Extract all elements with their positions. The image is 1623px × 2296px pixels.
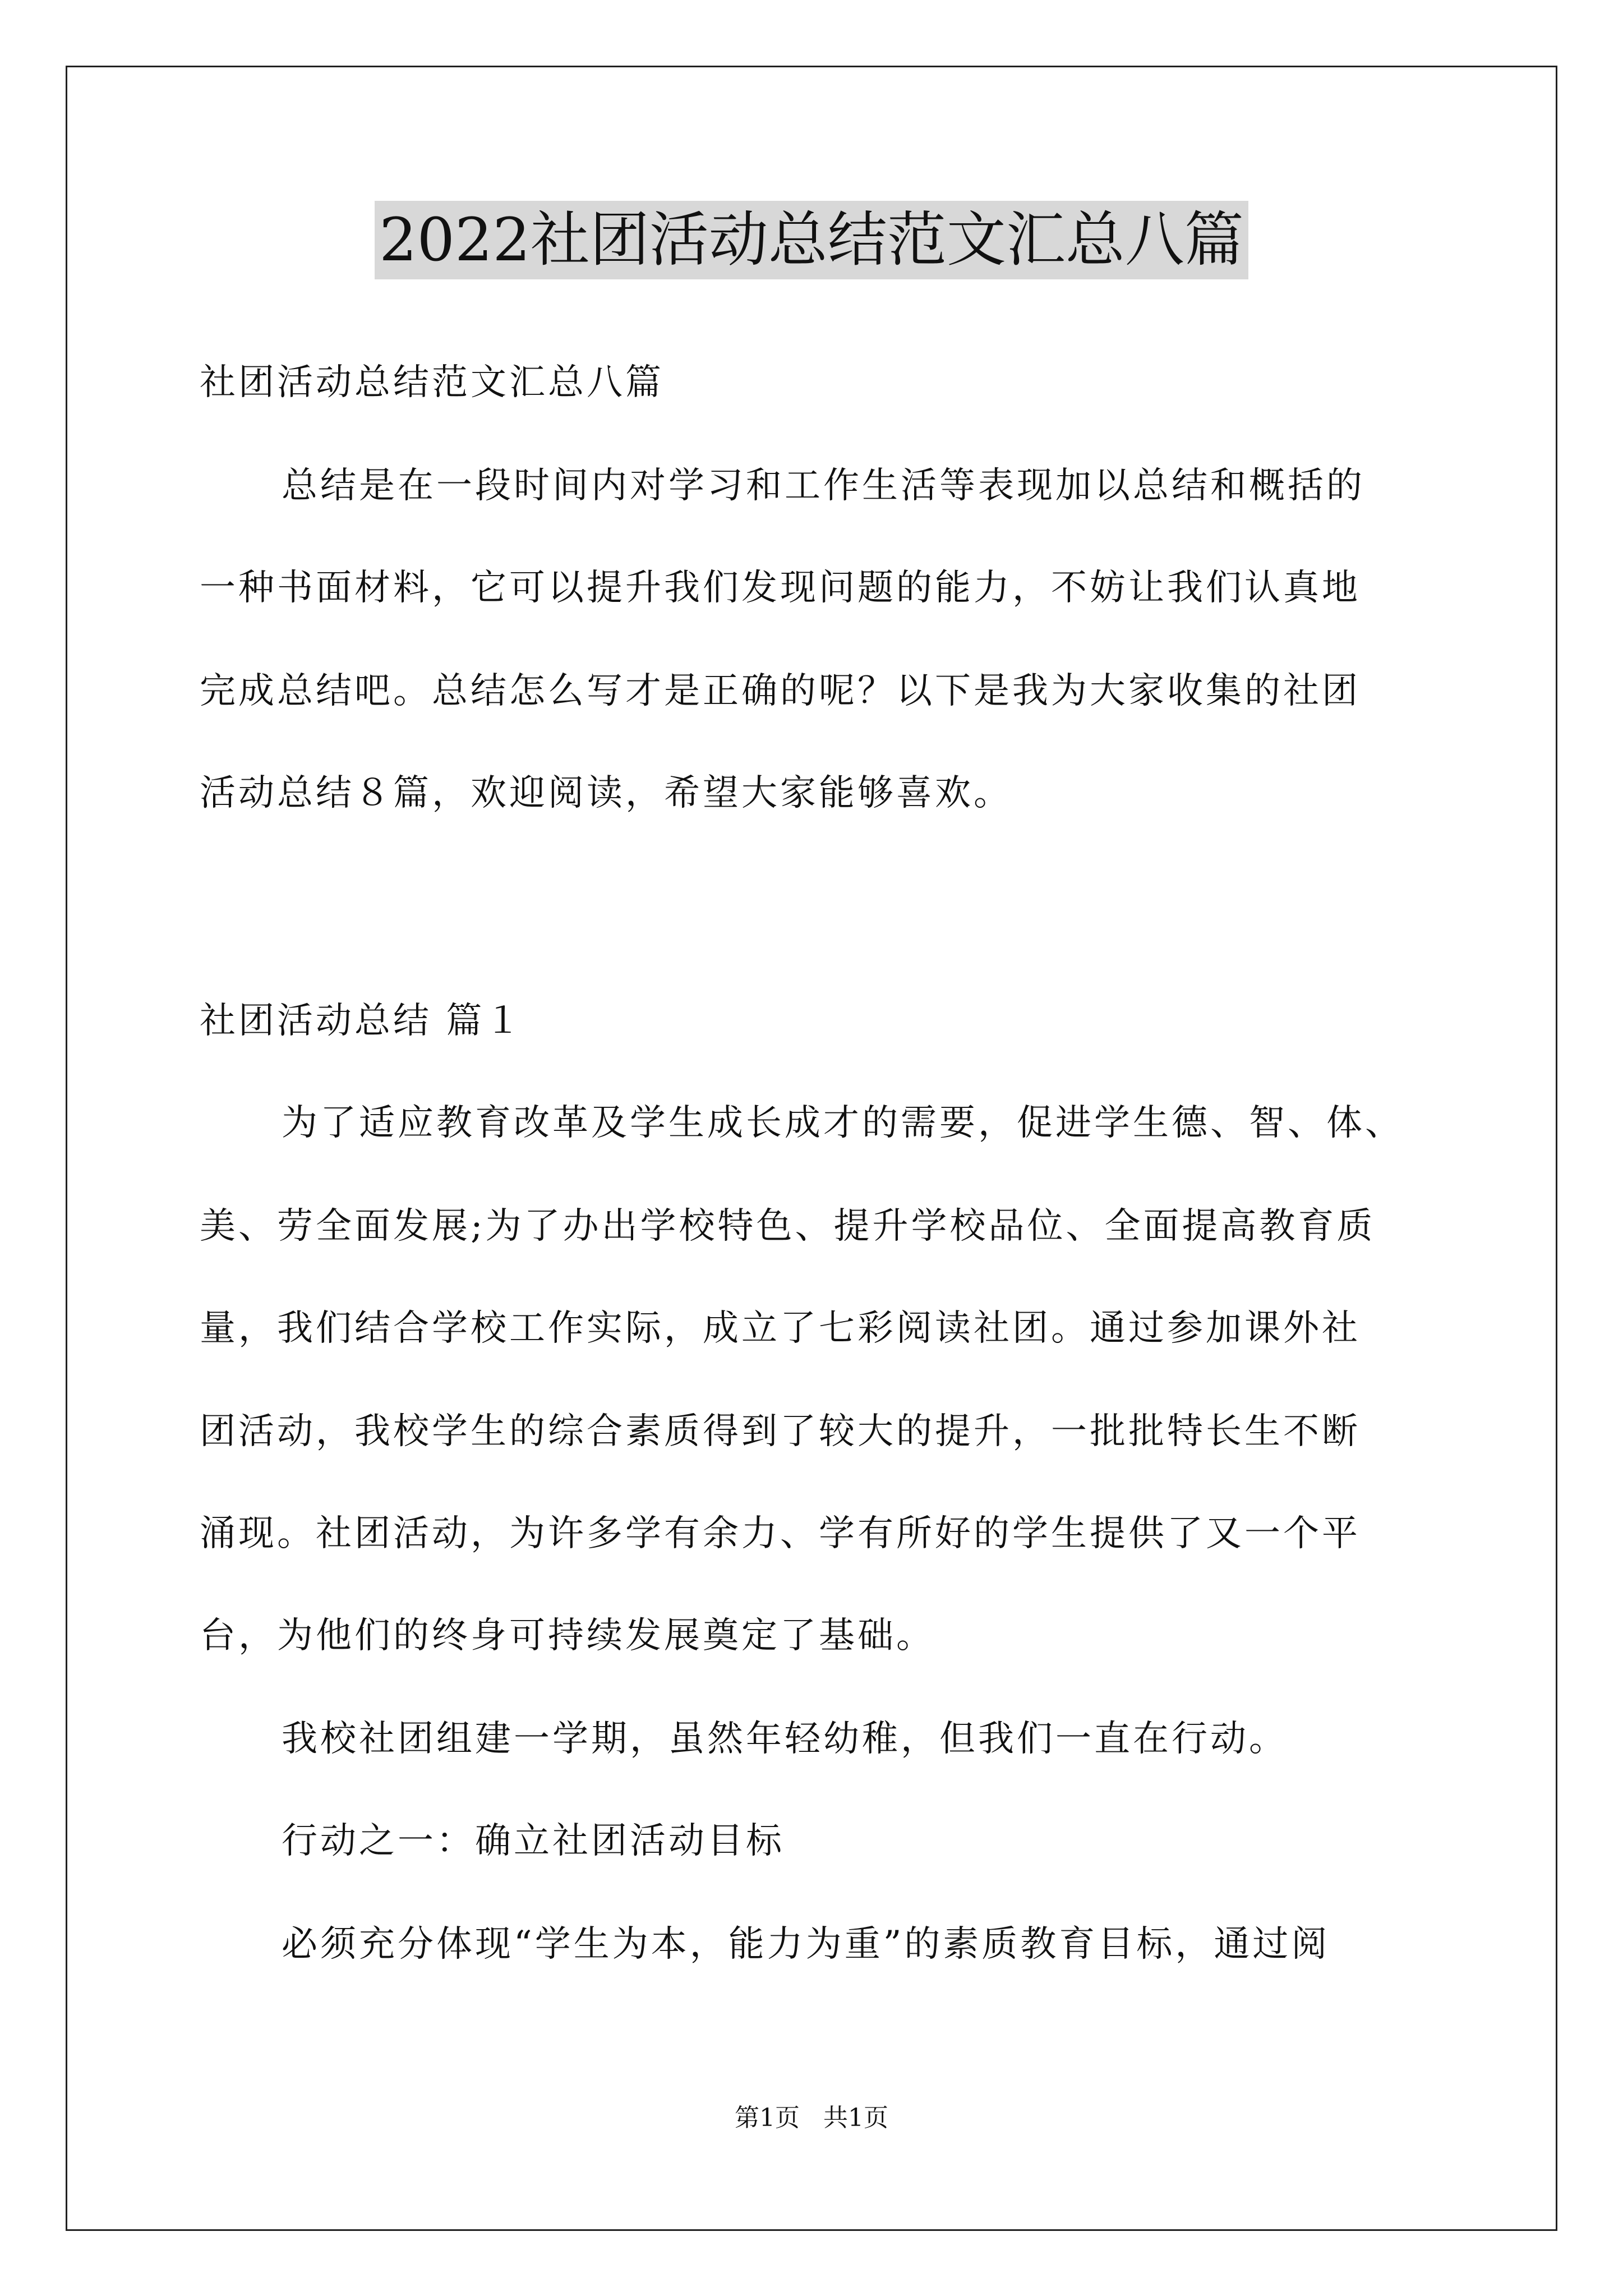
section-line-5: 涌现。社团活动，为许多学有余力、学有所好的学生提供了又一个平 bbox=[200, 1513, 1361, 1554]
section-line-4: 团活动，我校学生的综合素质得到了较大的提升，一批批特长生不断 bbox=[200, 1411, 1361, 1452]
document-title: 2022社团活动总结范文汇总八篇 bbox=[375, 201, 1248, 279]
section-line-2: 美、劳全面发展;为了办出学校特色、提升学校品位、全面提高教育质 bbox=[200, 1205, 1376, 1247]
intro-line-4: 活动总结８篇，欢迎阅读，希望大家能够喜欢。 bbox=[200, 772, 1012, 814]
section-line-1: 为了适应教育改革及学生成长成才的需要，促进学生德、智、体、 bbox=[282, 1102, 1404, 1144]
intro-line-2: 一种书面材料，它可以提升我们发现问题的能力，不妨让我们认真地 bbox=[200, 567, 1361, 609]
paragraph-4: 必须充分体现“学生为本，能力为重”的素质教育目标，通过阅 bbox=[282, 1924, 1330, 1965]
title-container bbox=[0, 201, 1623, 279]
intro-line-1: 总结是在一段时间内对学习和工作生活等表现加以总结和概括的 bbox=[282, 465, 1365, 507]
paragraph-2: 我校社团组建一学期，虽然年轻幼稚，但我们一直在行动。 bbox=[282, 1718, 1288, 1760]
page-total: 共1页 bbox=[823, 2104, 888, 2132]
document-subtitle: 社团活动总结范文汇总八篇 bbox=[200, 362, 664, 403]
intro-line-3: 完成总结吧。总结怎么写才是正确的呢？以下是我为大家收集的社团 bbox=[200, 670, 1361, 712]
paragraph-3: 行动之一：确立社团活动目标 bbox=[282, 1820, 785, 1862]
page-footer bbox=[0, 2102, 1623, 2134]
page-current: 第1页 bbox=[735, 2104, 800, 2132]
section-line-3: 量，我们结合学校工作实际，成立了七彩阅读社团。通过参加课外社 bbox=[200, 1308, 1361, 1349]
section-heading: 社团活动总结 篇１ bbox=[200, 1000, 524, 1042]
section-line-6: 台，为他们的终身可持续发展奠定了基础。 bbox=[200, 1615, 935, 1657]
